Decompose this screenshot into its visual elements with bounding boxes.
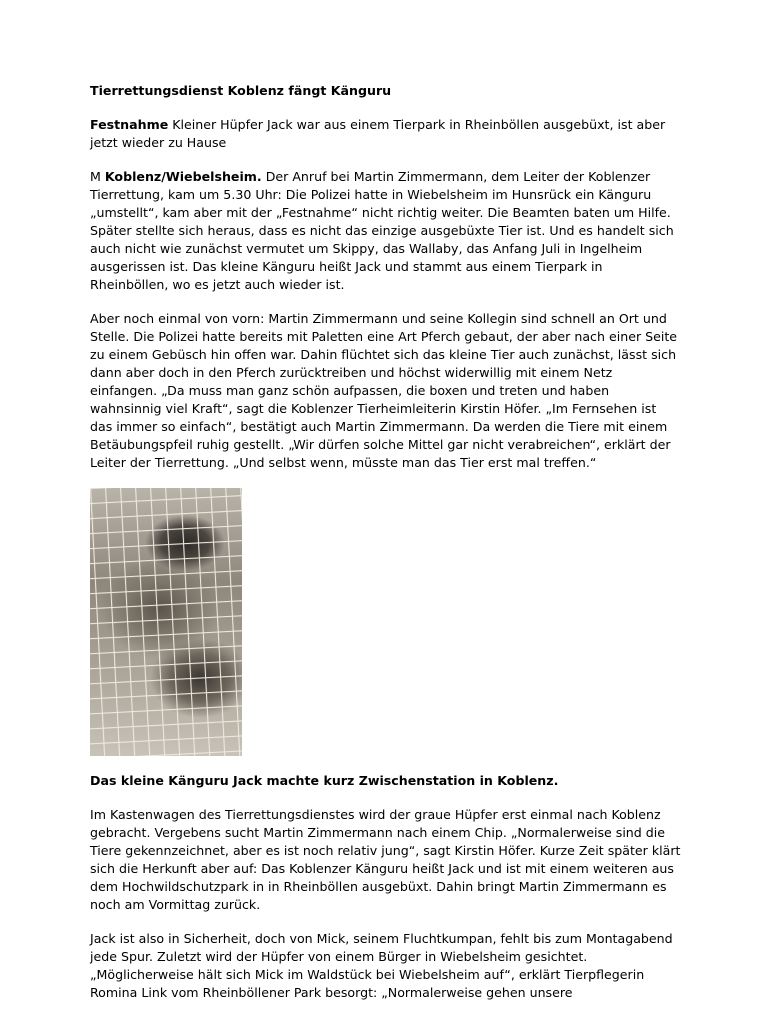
paragraph-1 <box>90 168 682 294</box>
lead-paragraph <box>90 116 682 152</box>
cage-grid <box>90 488 242 756</box>
photo-caption: Das kleine Känguru Jack machte kurz Zwischenstation in Koblenz. <box>90 773 559 788</box>
lead-bold: Festnahme <box>90 117 169 132</box>
lead-text: Kleiner Hüpfer Jack war aus einem Tierpark in Rheinböllen ausgebüxt, ist aber jetzt wieder zu Hause <box>90 117 666 150</box>
paragraph-4: Jack ist also in Sicherheit, doch von Mick, seinem Fluchtkumpan, fehlt bis zum Montagabend jede Spur. Zuletzt wird der Hüpfer von einem Bürger in Wiebelsheim gesichtet. „Möglicherweise hält sich Mick im Waldstück bei Wiebelsheim auf“, erklärt Tierpflegerin Romina Link vom Rheinböllener Park besorgt: „Normalerweise gehen unsere <box>90 931 673 1000</box>
paragraph-2: Aber noch einmal von vorn: Martin Zimmermann und seine Kollegin sind schnell an Ort und Stelle. Die Polizei hatte bereits mit Paletten eine Art Pferch gebaut, der aber nach einer Seite zu einem Gebüsch hin offen war. Dahin flüchtet sich das kleine Tier auch zunächst, lässt sich dann aber doch in den Pferch zurücktreiben und höchst widerwillig mit einem Netz einfangen. „Da muss man ganz schön aufpassen, die boxen und treten und haben wahnsinnig viel Kraft“, sagt die Koblenzer Tierheimleiterin Kirstin Höfer. „Im Fernsehen ist das immer so einfach“, bestätigt auch Martin Zimmermann. Da werden die Tiere mit einem Betäubungspfeil ruhig gestellt. „Wir dürfen solche Mittel gar nicht verabreichen“, erklärt der Leiter der Tierrettung. „Und selbst wenn, müsste man das Tier erst mal treffen.“ <box>90 311 678 470</box>
dateline-prefix: M <box>90 169 105 184</box>
paragraph-1-text: Der Anruf bei Martin Zimmermann, dem Leiter der Koblenzer Tierrettung, kam um 5.30 Uhr: Die Polizei hatte in Wiebelsheim im Hunsrück ein Känguru „umstellt“, kam aber mit der „Festnahme“ nicht richtig weiter. Die Beamten baten um Hilfe. Später stellte sich heraus, dass es nicht das einzige ausgebüxte Tier ist. Und es handelt sich auch nicht wie zunächst vermutet um Skippy, das Wallaby, das Anfang Juli in Ingelheim ausgerissen ist. Das kleine Känguru heißt Jack und stammt aus einem Tierpark in Rheinböllen, wo es jetzt auch wieder ist. <box>90 169 674 292</box>
paragraph-3: Im Kastenwagen des Tierrettungsdienstes wird der graue Hüpfer erst einmal nach Koblenz gebracht. Vergebens sucht Martin Zimmermann nach einem Chip. „Normalerweise sind die Tiere gekennzeichnet, aber es ist noch relativ jung“, sagt Kirstin Höfer. Kurze Zeit später klärt sich die Herkunft aber auf: Das Koblenzer Känguru heißt Jack und ist mit einem weiteren aus dem Hochwildschutzpark in in Rheinböllen ausgebüxt. Dahin bringt Martin Zimmermann es noch am Vormittag zurück. <box>90 807 681 912</box>
dateline: Koblenz/Wiebelsheim. <box>104 169 262 184</box>
article <box>90 82 682 1018</box>
kangaroo-photo <box>90 488 242 756</box>
article-title: Tierrettungsdienst Koblenz fängt Känguru <box>90 83 392 98</box>
